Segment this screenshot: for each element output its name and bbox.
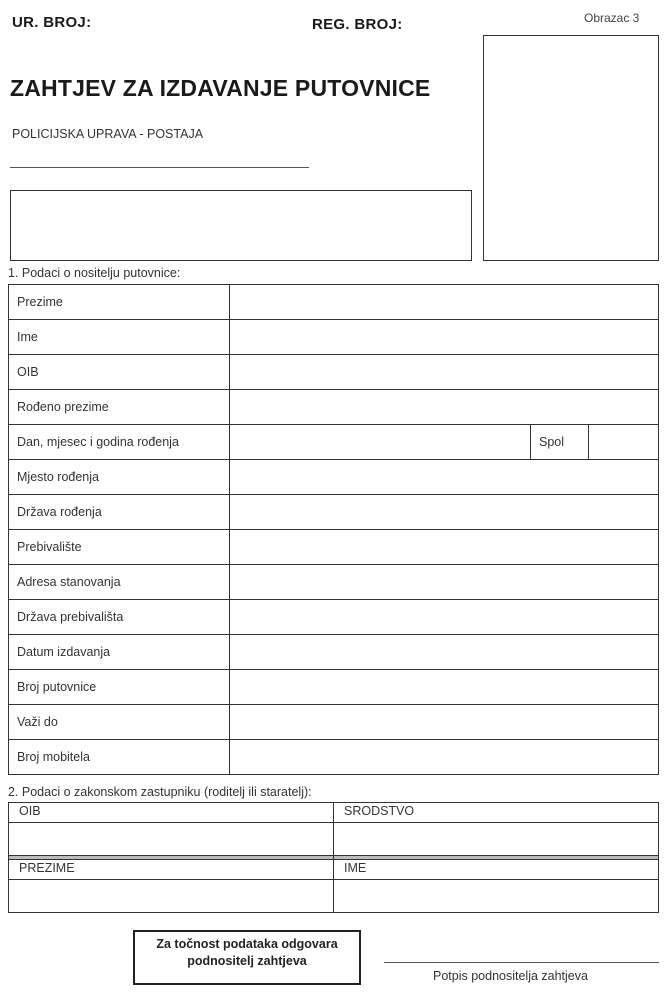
- field-label: Prezime: [9, 285, 230, 320]
- field-label: Država prebivališta: [9, 600, 230, 635]
- field-label: Ime: [9, 320, 230, 355]
- table-row: [9, 635, 659, 670]
- field-label: Država rođenja: [9, 495, 230, 530]
- reg-broj-label: REG. BROJ:: [312, 16, 403, 33]
- table-row: [9, 860, 659, 880]
- residence-input[interactable]: [230, 530, 659, 565]
- table-row: [9, 823, 659, 856]
- rep-name-label: IME: [334, 860, 659, 880]
- birth-date-input[interactable]: [230, 425, 531, 460]
- police-station-label: POLICIJSKA UPRAVA - POSTAJA: [12, 127, 204, 141]
- field-label: Dan, mjesec i godina rođenja: [9, 425, 230, 460]
- field-label: Prebivalište: [9, 530, 230, 565]
- notice-line-1: Za točnost podataka odgovara: [156, 937, 338, 951]
- field-label: Broj mobitela: [9, 740, 230, 775]
- oib-input[interactable]: [230, 355, 659, 390]
- signature-caption: Potpis podnositelja zahtjeva: [433, 969, 588, 983]
- rep-relation-label: SRODSTVO: [334, 803, 659, 823]
- table-row: [9, 740, 659, 775]
- address-input[interactable]: [230, 565, 659, 600]
- holder-data-table: [8, 284, 659, 775]
- sex-label: Spol: [531, 425, 589, 460]
- police-station-line[interactable]: [10, 167, 309, 168]
- valid-until-input[interactable]: [230, 705, 659, 740]
- sex-input[interactable]: [589, 425, 659, 460]
- field-label: Važi do: [9, 705, 230, 740]
- rep-oib-input[interactable]: [9, 823, 334, 856]
- table-row: [9, 460, 659, 495]
- table-row: [9, 803, 659, 823]
- passport-number-input[interactable]: [230, 670, 659, 705]
- table-row: [9, 705, 659, 740]
- accuracy-notice-box: [133, 930, 361, 985]
- birth-place-input[interactable]: [230, 460, 659, 495]
- table-row: [9, 565, 659, 600]
- table-row: [9, 530, 659, 565]
- field-label: Broj putovnice: [9, 670, 230, 705]
- rep-oib-label: OIB: [9, 803, 334, 823]
- field-label: Datum izdavanja: [9, 635, 230, 670]
- table-row: [9, 355, 659, 390]
- rep-surname-label: PREZIME: [9, 860, 334, 880]
- table-row: [9, 425, 659, 460]
- photo-box: [483, 35, 659, 261]
- rep-surname-input[interactable]: [9, 880, 334, 913]
- residence-country-input[interactable]: [230, 600, 659, 635]
- table-row: [9, 600, 659, 635]
- name-input[interactable]: [230, 320, 659, 355]
- table-row: [9, 495, 659, 530]
- table-row: [9, 390, 659, 425]
- issue-date-input[interactable]: [230, 635, 659, 670]
- field-label: Rođeno prezime: [9, 390, 230, 425]
- table-row: [9, 880, 659, 913]
- section1-label: 1. Podaci o nositelju putovnice:: [8, 266, 181, 280]
- rep-relation-input[interactable]: [334, 823, 659, 856]
- mobile-number-input[interactable]: [230, 740, 659, 775]
- signature-line[interactable]: [384, 962, 659, 963]
- surname-input[interactable]: [230, 285, 659, 320]
- birth-surname-input[interactable]: [230, 390, 659, 425]
- form-title: ZAHTJEV ZA IZDAVANJE PUTOVNICE: [10, 75, 431, 101]
- form-code: Obrazac 3: [584, 11, 640, 25]
- table-row: [9, 670, 659, 705]
- station-input-box[interactable]: [10, 190, 472, 261]
- birth-country-input[interactable]: [230, 495, 659, 530]
- field-label: Mjesto rođenja: [9, 460, 230, 495]
- representative-table: [8, 802, 659, 913]
- field-label: OIB: [9, 355, 230, 390]
- field-label: Adresa stanovanja: [9, 565, 230, 600]
- table-row: [9, 285, 659, 320]
- section2-label: 2. Podaci o zakonskom zastupniku (roditelj ili staratelj):: [8, 785, 312, 799]
- notice-line-2: podnositelj zahtjeva: [187, 954, 307, 968]
- ur-broj-label: UR. BROJ:: [12, 14, 92, 31]
- rep-name-input[interactable]: [334, 880, 659, 913]
- table-row: [9, 320, 659, 355]
